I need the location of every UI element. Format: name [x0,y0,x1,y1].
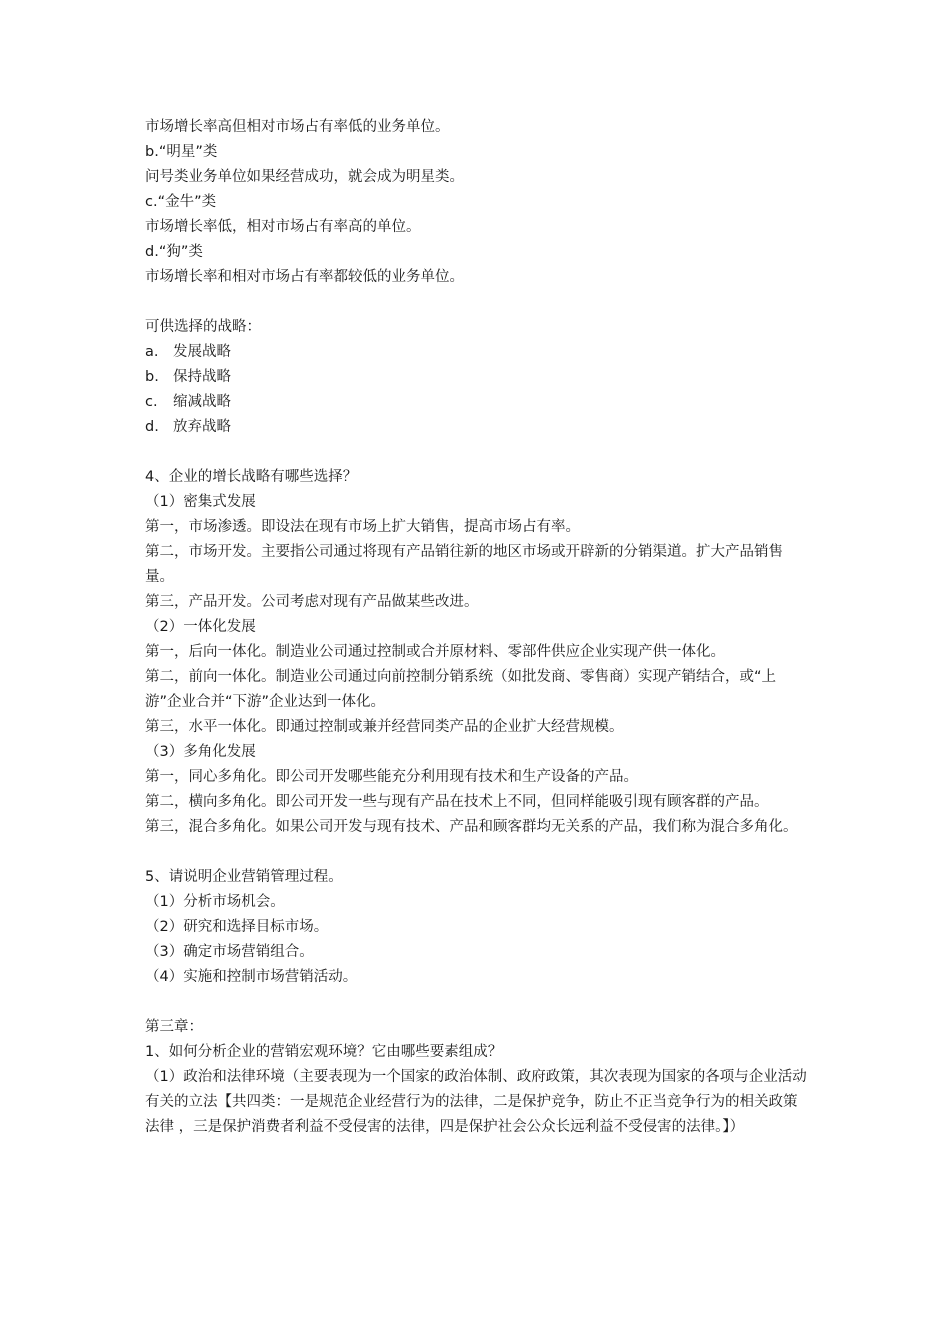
chapter3-question-1: 1、如何分析企业的营销宏观环境？它由哪些要素组成？ [145,1044,503,1060]
political-legal-environment-text: （1）政治和法律环境（主要表现为一个国家的政治体制、政府政策，其次表现为国家的各项与企业活动有关的立法【共四类：一是规范企业经营行为的法律，二是保护竞争，防止不正当竞争行为的相关政策法律 ，三是保护消费者利益不受侵害的法律，四是保护社会公众长远利益不受侵害的法律。】） [145,1069,807,1135]
strategy-item [145,340,810,365]
forward-integration-text: 第二，前向一体化。制造业公司通过向前控制分销系统（如批发商、零售商）实现产销结合，或“上游”企业合并“下游”企业达到一体化。 [145,669,777,710]
product-development-text: 第三，产品开发。公司考虑对现有产品做某些改进。 [145,594,479,610]
process-step: （4）实施和控制市场营销活动。 [145,969,358,985]
integration-growth-title: （2）一体化发展 [145,619,256,635]
bcg-question-mark-desc: 市场增长率高但相对市场占有率低的业务单位。 [145,119,450,135]
document-body [145,115,810,1140]
strategies-heading: 可供选择的战略： [145,319,261,335]
chapter-heading: 第三章： [145,1019,203,1035]
process-step: （3）确定市场营销组合。 [145,944,314,960]
strategy-label: 发展战略 [173,344,231,360]
bcg-cash-cow-title: c.“金牛”类 [145,194,217,210]
concentric-diversification-text: 第一，同心多角化。即公司开发哪些能充分利用现有技术和生产设备的产品。 [145,769,638,785]
strategy-label: 放弃战略 [173,419,231,435]
list-marker: a. [145,344,159,360]
list-marker: c. [145,394,158,410]
spacer [145,290,810,315]
strategy-item [145,390,810,415]
bcg-dog-desc: 市场增长率和相对市场占有率都较低的业务单位。 [145,269,464,285]
bcg-dog-title: d.“狗”类 [145,244,203,260]
list-marker: b. [145,369,159,385]
spacer [145,440,810,465]
horizontal-integration-text: 第三，水平一体化。即通过控制或兼并经营同类产品的企业扩大经营规模。 [145,719,624,735]
diversification-title: （3）多角化发展 [145,744,256,760]
strategy-item [145,365,810,390]
spacer [145,990,810,1015]
bcg-star-desc: 问号类业务单位如果经营成功，就会成为明星类。 [145,169,464,185]
process-step: （1）分析市场机会。 [145,894,285,910]
conglomerate-diversification-text: 第三，混合多角化。如果公司开发与现有技术、产品和顾客群均无关系的产品，我们称为混合多角化。 [145,819,798,835]
bcg-star-title: b.“明星”类 [145,144,218,160]
market-development-text: 第二，市场开发。主要指公司通过将现有产品销往新的地区市场或开辟新的分销渠道。扩大产品销售量。 [145,544,783,585]
question-5-heading: 5、请说明企业营销管理过程。 [145,869,343,885]
strategy-label: 缩减战略 [173,394,231,410]
strategy-label: 保持战略 [173,369,231,385]
list-marker: d. [145,419,159,435]
strategy-item [145,415,810,440]
horizontal-diversification-text: 第二，横向多角化。即公司开发一些与现有产品在技术上不同，但同样能吸引现有顾客群的产品。 [145,794,769,810]
process-step: （2）研究和选择目标市场。 [145,919,329,935]
spacer [145,840,810,865]
market-penetration-text: 第一，市场渗透。即设法在现有市场上扩大销售，提高市场占有率。 [145,519,580,535]
intensive-growth-title: （1）密集式发展 [145,494,256,510]
backward-integration-text: 第一，后向一体化。制造业公司通过控制或合并原材料、零部件供应企业实现产供一体化。 [145,644,725,660]
bcg-cash-cow-desc: 市场增长率低，相对市场占有率高的单位。 [145,219,421,235]
question-4-heading: 4、企业的增长战略有哪些选择？ [145,469,358,485]
